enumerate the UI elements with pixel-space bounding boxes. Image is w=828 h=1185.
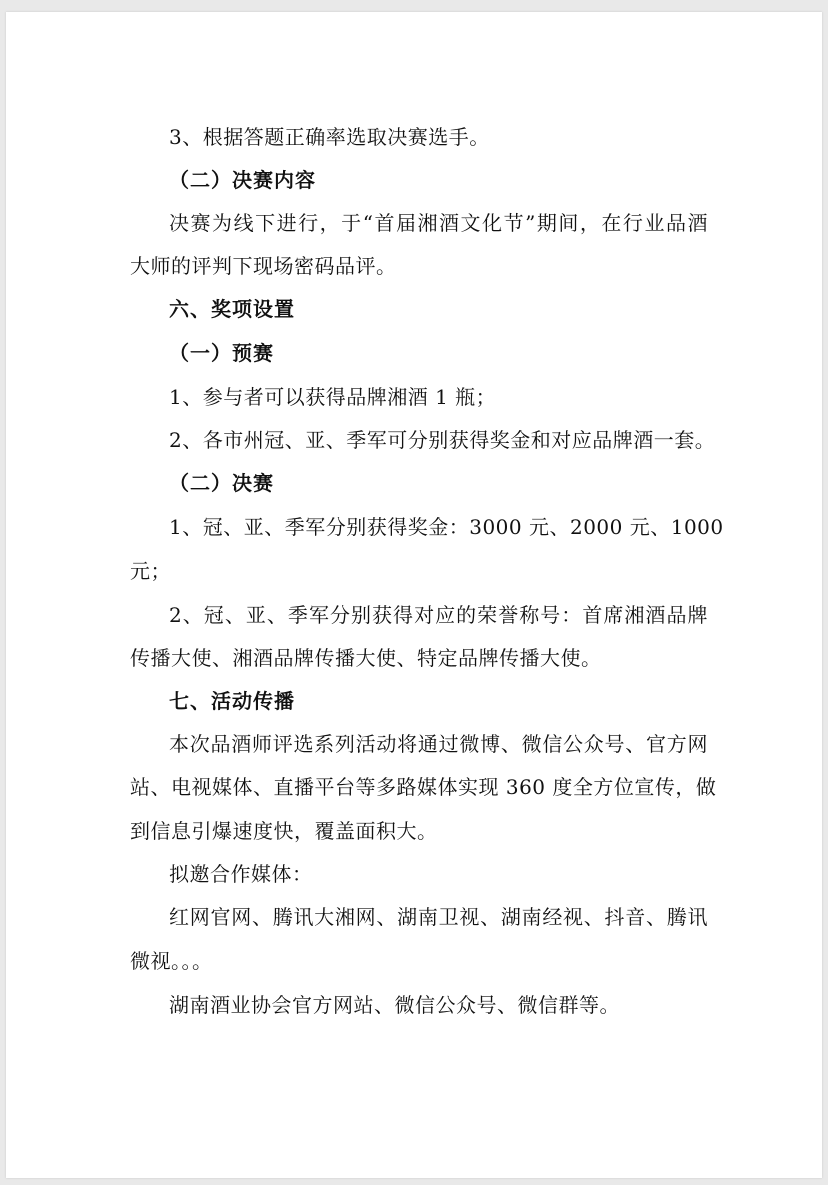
- paragraph-line: 2、各市州冠、亚、季军可分别获得奖金和对应品牌酒一套。: [169, 428, 716, 452]
- paragraph-line: 拟邀合作媒体：: [169, 862, 313, 886]
- section-heading: （一）预赛: [169, 341, 274, 365]
- section-heading: 七、活动传播: [169, 689, 295, 713]
- paragraph-line: 2、冠、亚、季军分别获得对应的荣誉称号：首席湘酒品牌: [169, 603, 708, 627]
- section-heading: （二）决赛: [169, 471, 274, 495]
- paragraph-line: 决赛为线下进行，于“首届湘酒文化节”期间，在行业品酒: [169, 211, 708, 235]
- paragraph-line: 微视。。。: [130, 949, 213, 973]
- paragraph-line: 3、根据答题正确率选取决赛选手。: [169, 125, 490, 149]
- paragraph-line: 站、电视媒体、直播平台等多路媒体实现 360 度全方位宣传，做: [130, 775, 717, 799]
- section-heading: 六、奖项设置: [169, 297, 295, 321]
- section-heading: （二）决赛内容: [169, 168, 316, 192]
- paragraph-line: 1、参与者可以获得品牌湘酒 1 瓶；: [169, 385, 497, 409]
- paragraph-line: 到信息引爆速度快，覆盖面积大。: [130, 819, 438, 843]
- paragraph-line: 湖南酒业协会官方网站、微信公众号、微信群等。: [169, 993, 620, 1017]
- paragraph-line: 大师的评判下现场密码品评。: [130, 254, 397, 278]
- paragraph-line: 1、冠、亚、季军分别获得奖金：3000 元、2000 元、1000: [169, 515, 724, 539]
- paragraph-line: 传播大使、湘酒品牌传播大使、特定品牌传播大使。: [130, 646, 602, 670]
- paragraph-line: 本次品酒师评选系列活动将通过微博、微信公众号、官方网: [169, 732, 708, 756]
- document-page: [6, 12, 822, 1178]
- paragraph-line: 红网官网、腾讯大湘网、湖南卫视、湖南经视、抖音、腾讯: [169, 905, 708, 929]
- paragraph-line: 元；: [130, 559, 171, 583]
